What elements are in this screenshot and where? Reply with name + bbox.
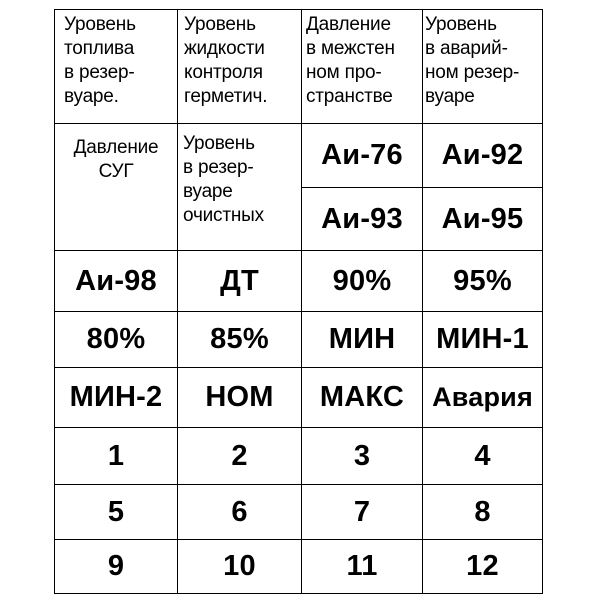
number-6: 6 xyxy=(177,484,302,540)
level-85-percent: 85% xyxy=(177,311,302,368)
number-7: 7 xyxy=(301,484,423,540)
number-4: 4 xyxy=(422,427,543,485)
number-5: 5 xyxy=(54,484,178,540)
level-95-percent: 95% xyxy=(422,250,543,312)
header-line: Уровень xyxy=(425,14,497,35)
header-line: в межстен xyxy=(306,38,395,59)
fuel-grade-ai92: Аи-92 xyxy=(422,123,543,188)
header-line: очистных xyxy=(183,205,264,226)
label-sheet-grid xyxy=(54,9,543,594)
control-fluid-level-header xyxy=(177,9,302,124)
header-line: Уровень xyxy=(183,133,255,154)
header-line: Уровень xyxy=(184,14,256,35)
fuel-grade-ai76: Аи-76 xyxy=(301,123,423,188)
number-3: 3 xyxy=(301,427,423,485)
number-12: 12 xyxy=(422,539,543,594)
level-80-percent: 80% xyxy=(54,311,178,368)
header-line: в резер- xyxy=(183,157,254,178)
level-alarm: Авария xyxy=(422,367,543,428)
number-1: 1 xyxy=(54,427,178,485)
header-line: жидкости xyxy=(184,38,265,59)
fuel-grade-ai98: Аи-98 xyxy=(54,250,178,312)
header-line: Давление xyxy=(73,137,159,158)
header-line: герметич. xyxy=(184,86,268,107)
level-min-1: МИН-1 xyxy=(422,311,543,368)
level-min: МИН xyxy=(301,311,423,368)
level-min-2: МИН-2 xyxy=(54,367,178,428)
header-line: вуаре xyxy=(425,86,475,107)
level-nom: НОМ xyxy=(177,367,302,428)
sug-pressure-header xyxy=(54,123,178,251)
header-line: контроля xyxy=(184,62,263,83)
header-line: СУГ xyxy=(98,161,134,182)
header-line: Уровень xyxy=(64,14,136,35)
number-10: 10 xyxy=(177,539,302,594)
number-11: 11 xyxy=(301,539,423,594)
header-line: Давление xyxy=(306,14,391,35)
emergency-tank-level-header xyxy=(422,9,543,124)
fuel-grade-ai93: Аи-93 xyxy=(301,187,423,251)
header-line: ном про- xyxy=(306,62,382,83)
header-line: в аварий- xyxy=(425,38,508,59)
number-2: 2 xyxy=(177,427,302,485)
number-8: 8 xyxy=(422,484,543,540)
header-line: топлива xyxy=(64,38,135,59)
header-line: вуаре xyxy=(183,181,233,202)
header-line: в резер- xyxy=(64,62,135,83)
fuel-grade-dt: ДТ xyxy=(177,250,302,312)
fuel-grade-ai95: Аи-95 xyxy=(422,187,543,251)
interwall-pressure-header xyxy=(301,9,423,124)
header-line: странстве xyxy=(306,86,393,107)
fuel-level-header xyxy=(54,9,178,124)
header-line: вуаре. xyxy=(64,86,119,107)
level-max: МАКС xyxy=(301,367,423,428)
treatment-tank-level-header xyxy=(177,123,302,251)
level-90-percent: 90% xyxy=(301,250,423,312)
number-9: 9 xyxy=(54,539,178,594)
header-line: ном резер- xyxy=(425,62,520,83)
